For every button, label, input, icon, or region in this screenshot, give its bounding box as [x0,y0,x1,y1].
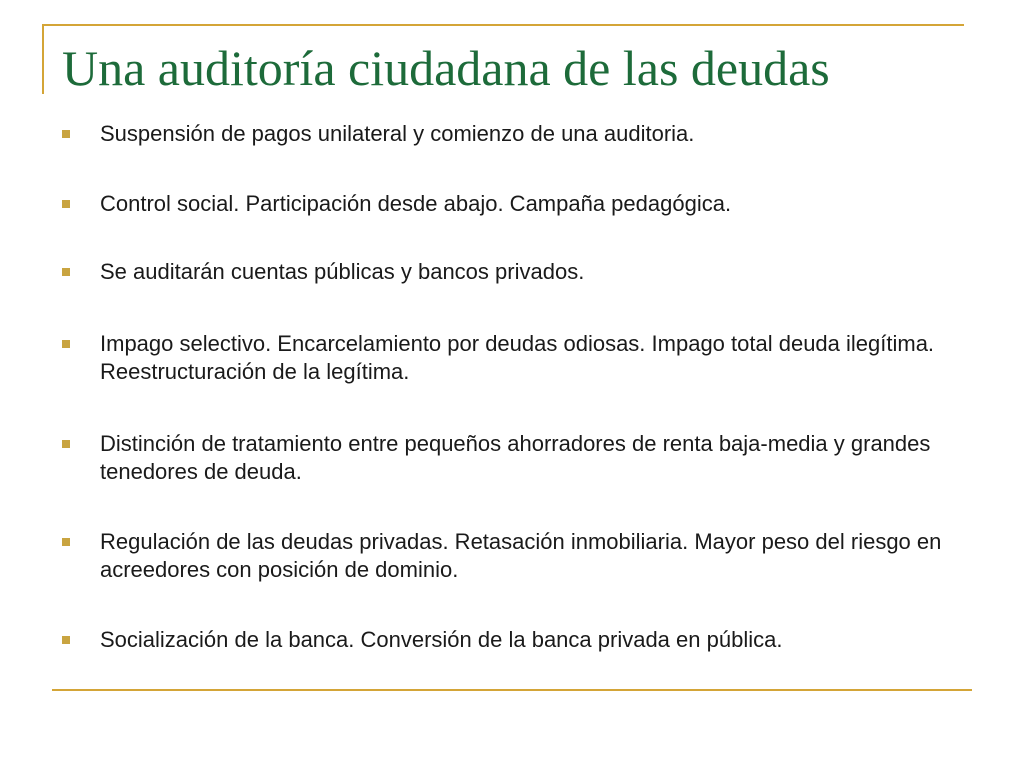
bullet-item [62,120,962,148]
square-bullet-icon [62,130,70,138]
square-bullet-icon [62,200,70,208]
bullet-text: Suspensión de pagos unilateral y comienzo de una auditoria. [100,121,695,146]
bullet-list [62,120,962,654]
bullet-text: Regulación de las deudas privadas. Retasación inmobiliaria. Mayor peso del riesgo en acreedores con posición de dominio. [100,529,942,582]
frame-top-line [42,24,964,26]
frame-bottom-line [52,689,972,691]
square-bullet-icon [62,268,70,276]
bullet-text: Socialización de la banca. Conversión de la banca privada en pública. [100,627,783,652]
square-bullet-icon [62,440,70,448]
square-bullet-icon [62,636,70,644]
bullet-item [62,528,962,584]
bullet-text: Impago selectivo. Encarcelamiento por deudas odiosas. Impago total deuda ilegítima. Reestructuración de la legítima. [100,331,935,384]
bullet-item [62,626,962,654]
slide-title: Una auditoría ciudadana de las deudas [62,40,830,96]
bullet-item [62,258,962,286]
frame-left-line [42,24,44,94]
bullet-item [62,330,962,386]
bullet-text: Control social. Participación desde abajo. Campaña pedagógica. [100,191,732,216]
bullet-item [62,190,962,218]
square-bullet-icon [62,340,70,348]
bullet-item [62,430,962,486]
square-bullet-icon [62,538,70,546]
bullet-text: Se auditarán cuentas públicas y bancos privados. [100,259,585,284]
bullet-text: Distinción de tratamiento entre pequeños ahorradores de renta baja-media y grandes tenedores de deuda. [100,431,931,484]
